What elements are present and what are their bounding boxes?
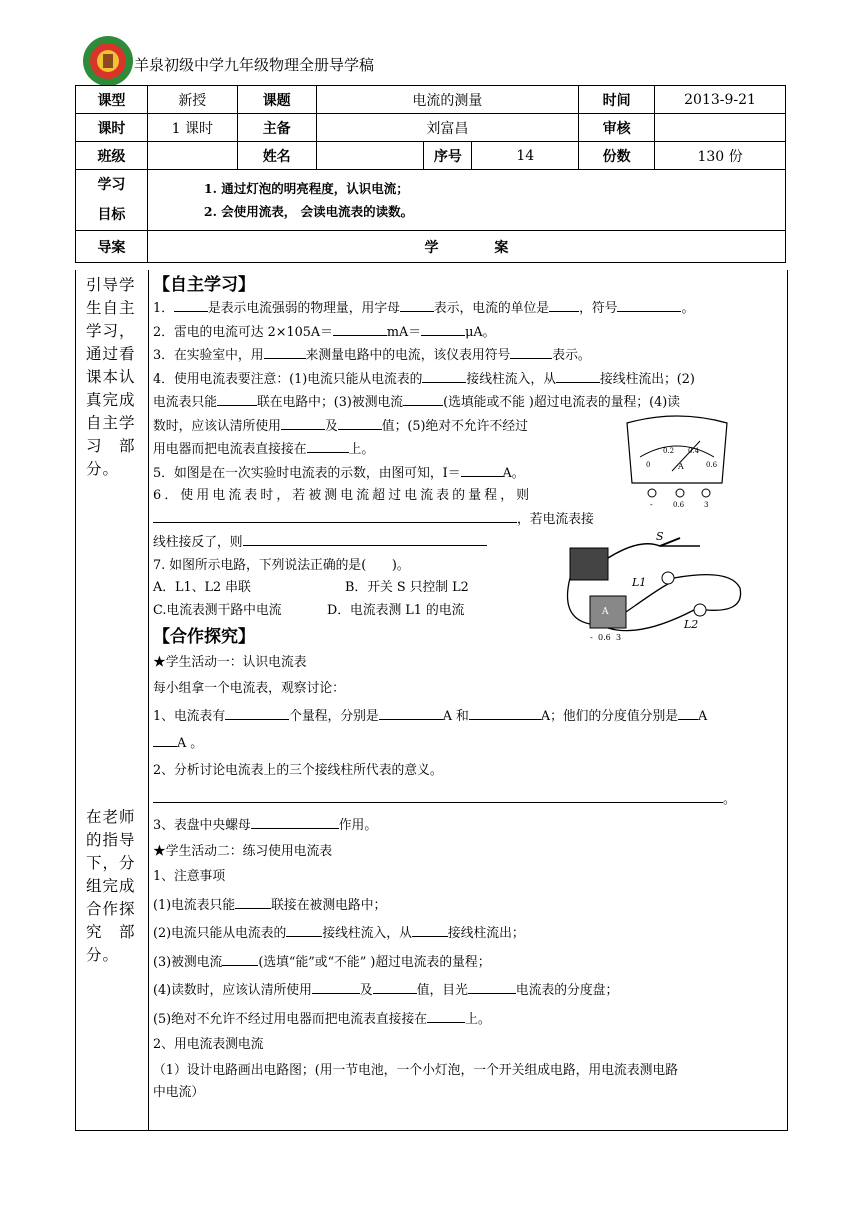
question-7-options-cd: C.电流表测干路中电流 D．电流表测 L1 的电流 bbox=[153, 602, 465, 618]
note-4: (4)读数时，应该认清所使用 及 值，目光 电流表的分度盘； bbox=[153, 979, 783, 1003]
value-preparer: 刘富昌 bbox=[316, 114, 579, 142]
label-copies: 份数 bbox=[579, 142, 655, 170]
question-7-options-ab: A．L1、L2 串联 B．开关 S 只控制 L2 bbox=[153, 580, 469, 595]
note-2: (2)电流只能从电流表的 接线柱流入，从 接线柱流出； bbox=[153, 922, 783, 946]
value-class bbox=[147, 142, 237, 170]
section-cooperation-heading: 【合作探究】 bbox=[153, 627, 255, 647]
svg-text:0.6: 0.6 bbox=[673, 501, 685, 509]
study-content bbox=[153, 270, 783, 1105]
question-4-line-2: 电流表只能 联在电路中；(3)被测电流 (选填能或不能 )超过电流表的量程；(4)读 bbox=[153, 391, 783, 415]
measure-title: 2、用电流表测电流 bbox=[153, 1037, 264, 1052]
lesson-info-table bbox=[75, 85, 786, 263]
label-guide: 导案 bbox=[76, 231, 148, 263]
activity-1-title: ★学生活动一：认识电流表 bbox=[153, 655, 307, 670]
label-course-type: 课型 bbox=[76, 86, 148, 114]
value-review bbox=[655, 114, 786, 142]
svg-text:L2: L2 bbox=[684, 618, 699, 631]
svg-text:-: - bbox=[590, 633, 593, 642]
guide-column bbox=[76, 270, 149, 1130]
activity-2-title: ★学生活动二：练习使用电流表 bbox=[153, 843, 333, 859]
question-1: 1． 是表示电流强弱的物理量，用字母 表示，电流的单位是 ，符号 。 bbox=[153, 297, 783, 321]
svg-text:A: A bbox=[678, 462, 684, 471]
measure-task-1: （1）设计电路画出电路图；(用一节电池，一个小灯泡，一个开关组成电路，用电流表测电路 bbox=[153, 1062, 679, 1078]
question-6: 6．使用电流表时，若被测电流超过电流表的量程，则 bbox=[153, 488, 533, 503]
notes-title: 1、注意事项 bbox=[153, 869, 226, 884]
svg-text:0.6: 0.6 bbox=[706, 461, 718, 469]
note-5: (5)绝对不允许不经过用电器而把电流表直接接在 上。 bbox=[153, 1008, 783, 1032]
svg-text:0: 0 bbox=[646, 461, 651, 469]
svg-text:0.6: 0.6 bbox=[598, 633, 611, 642]
activity-1-description: 每小组拿一个电流表，观察讨论： bbox=[153, 680, 345, 696]
svg-text:0.4: 0.4 bbox=[688, 447, 700, 455]
question-4-line-4: 用电器而把电流表直接接在 上。 bbox=[153, 438, 783, 462]
label-class: 班级 bbox=[76, 142, 148, 170]
document-header-title: 羊泉初级中学九年级物理全册导学稿 bbox=[134, 56, 375, 74]
value-serial: 14 bbox=[472, 142, 579, 170]
label-goals: 学习 目标 bbox=[76, 170, 148, 231]
value-topic: 电流的测量 bbox=[316, 86, 579, 114]
activity-1-question-3: 3、表盘中央螺母 作用。 bbox=[153, 814, 783, 838]
note-3: (3)被测电流 (选填“能”或“不能” )超过电流表的量程； bbox=[153, 951, 783, 975]
school-logo bbox=[78, 34, 138, 88]
value-course-type: 新授 bbox=[147, 86, 237, 114]
question-7: 7. 如图所示电路，下列说法正确的是( )。 bbox=[153, 557, 410, 573]
activity-1-question-2-blank: 。 bbox=[153, 788, 783, 812]
label-preparer: 主备 bbox=[237, 114, 316, 142]
circuit-diagram-figure bbox=[560, 528, 750, 648]
value-name bbox=[316, 142, 424, 170]
label-topic: 课题 bbox=[237, 86, 316, 114]
label-name: 姓名 bbox=[237, 142, 316, 170]
ammeter-dial-figure bbox=[622, 415, 732, 510]
svg-text:-: - bbox=[650, 500, 653, 509]
activity-1-question-2: 2、分析讨论电流表上的三个接线柱所代表的意义。 bbox=[153, 763, 443, 778]
label-date: 时间 bbox=[579, 86, 655, 114]
measure-task-1-cont: 中电流） bbox=[153, 1085, 205, 1100]
svg-text:0.2: 0.2 bbox=[663, 447, 675, 455]
section-self-study-heading: 【自主学习】 bbox=[153, 275, 255, 295]
value-copies: 130 份 bbox=[655, 142, 786, 170]
value-periods: 1 课时 bbox=[147, 114, 237, 142]
question-6-line-2: ，若电流表接 bbox=[153, 508, 783, 532]
side-note-self-study: 引导学 生自主 学习， 通过看 课本认 真完成 自主学 习 部 分。 bbox=[86, 276, 136, 478]
svg-text:3: 3 bbox=[704, 501, 709, 509]
value-date: 2013-9-21 bbox=[655, 86, 786, 114]
label-study-plan: 学 案 bbox=[147, 231, 785, 263]
svg-text:S: S bbox=[656, 530, 664, 543]
question-3: 3．在实验室中，用 来测量电路中的电流，该仪表用符号 表示。 bbox=[153, 344, 783, 368]
activity-1-question-1: 1、电流表有 个量程，分别是 A 和 A；他们的分度值分别是 A bbox=[153, 705, 783, 729]
activity-1-question-1-cont: A 。 bbox=[153, 732, 783, 756]
goals-list bbox=[147, 170, 785, 231]
label-serial: 序号 bbox=[424, 142, 472, 170]
question-5: 5．如图是在一次实验时电流表的示数，由图可知，I＝ A。 bbox=[153, 462, 783, 486]
note-1: (1)电流表只能 联接在被测电路中； bbox=[153, 894, 783, 918]
svg-text:L1: L1 bbox=[632, 576, 647, 589]
question-6-line-3: 线柱接反了，则 bbox=[153, 531, 783, 555]
svg-text:A: A bbox=[602, 607, 609, 617]
goal-item: 1. 通过灯泡的明亮程度，认识电流； bbox=[203, 181, 409, 196]
question-2: 2．雷电的电流可达 2×105A＝ mA＝ μA。 bbox=[153, 321, 783, 345]
label-periods: 课时 bbox=[76, 114, 148, 142]
side-note-cooperation: 在老师 的指导 下，分 组完成 合作探 究 部 分。 bbox=[86, 808, 136, 964]
question-4-line-3: 数时，应该认清所使用 及 值；(5)绝对不允许不经过 bbox=[153, 415, 783, 439]
main-body bbox=[75, 270, 788, 1131]
question-4: 4．使用电流表要注意：(1)电流只能从电流表的 接线柱流入，从 接线柱流出；(2) bbox=[153, 368, 783, 392]
label-review: 审核 bbox=[579, 114, 655, 142]
goal-item: 2. 会使用流表， 会读电流表的读数。 bbox=[203, 204, 414, 219]
svg-text:3: 3 bbox=[616, 633, 622, 642]
